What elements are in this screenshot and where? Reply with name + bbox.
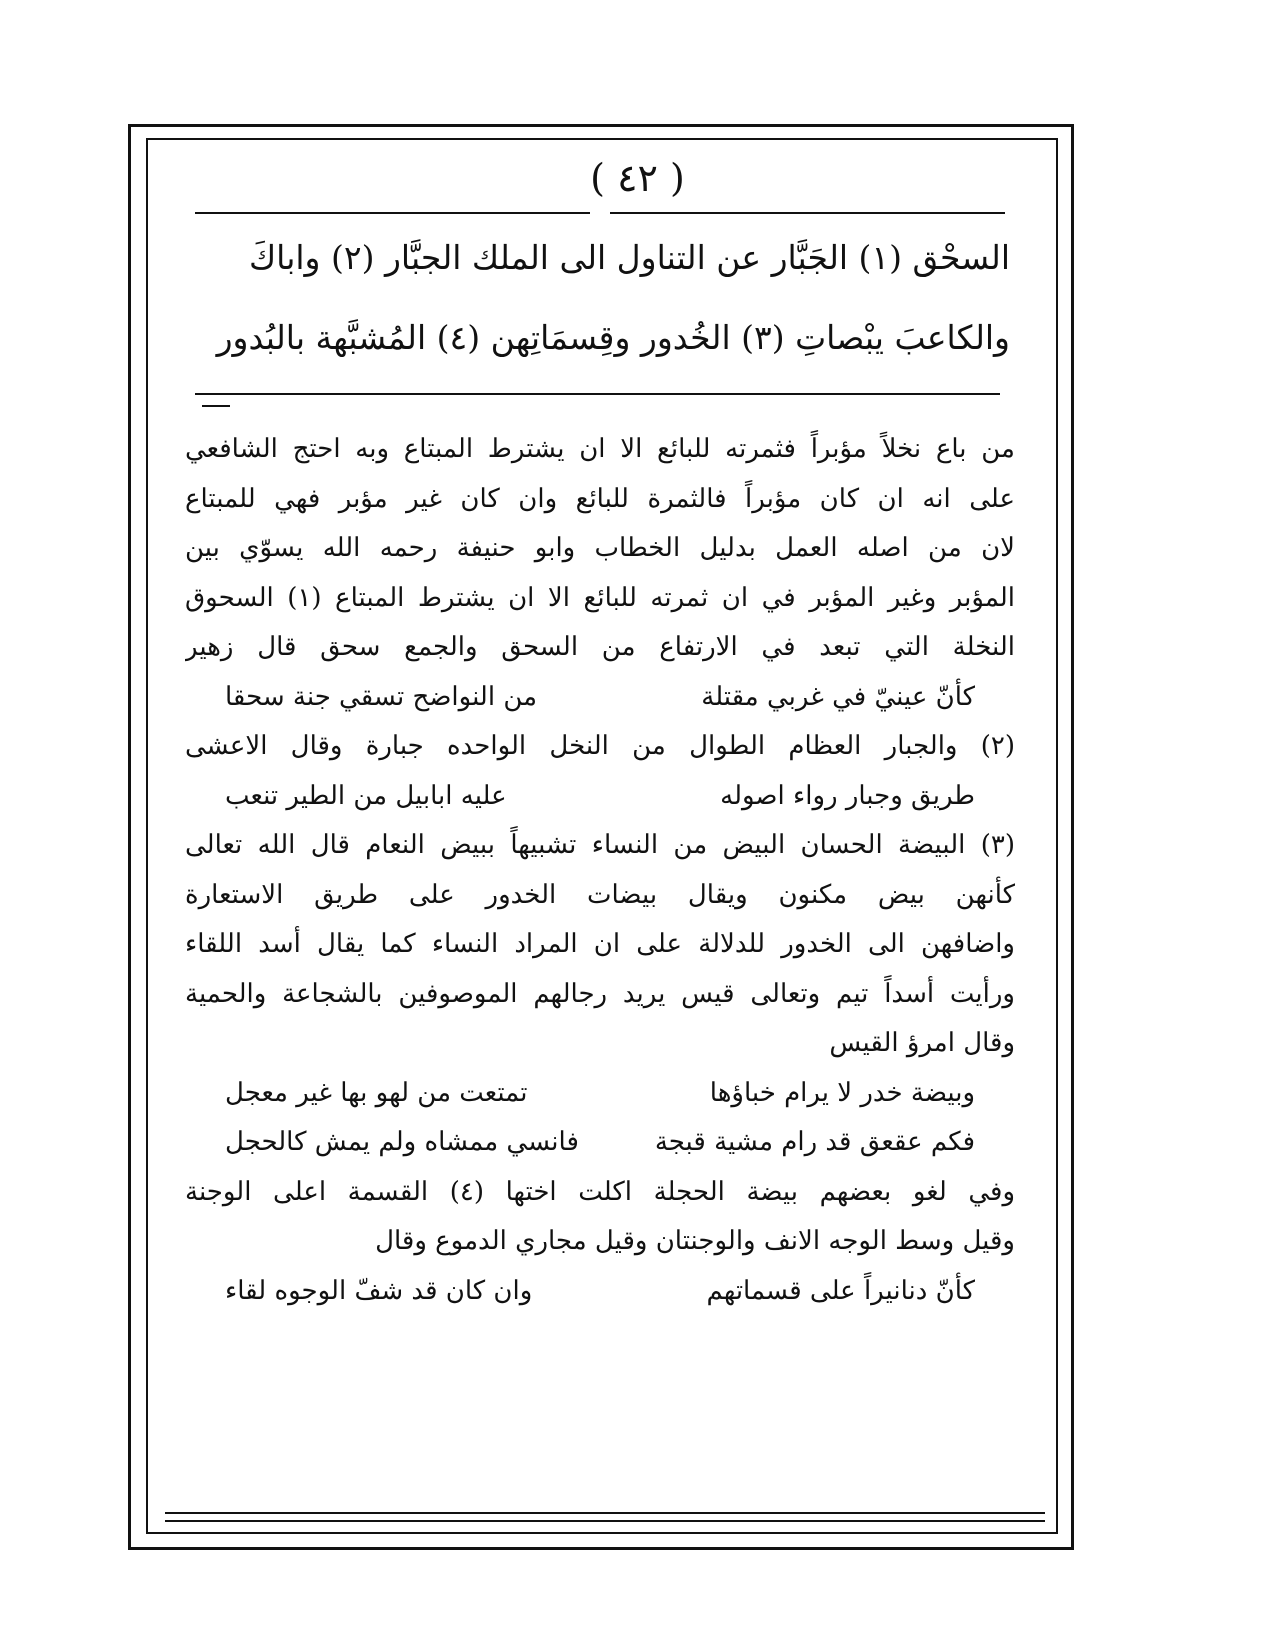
header-rule-right bbox=[610, 212, 1005, 214]
text-line: من باع نخلاً مؤبراً فثمرته للبائع الا ان يشترط المبتاع وبه احتج الشافعي bbox=[185, 434, 1015, 464]
text-line: النخلة التي تبعد في الارتفاع من السحق والجمع سحق قال زهير bbox=[185, 632, 1015, 662]
section-divider bbox=[195, 393, 1000, 395]
verse-hemistich-left: فانسي ممشاه ولم يمش كالحجل bbox=[225, 1127, 579, 1157]
text-line: كأنهن بيض مكنون ويقال بيضات الخدور على طريق الاستعارة bbox=[185, 879, 1015, 910]
header-rule-left bbox=[195, 212, 590, 214]
verse-hemistich-right: كأنّ دنانيراً على قسماتهم bbox=[706, 1275, 975, 1306]
headline-line-2: والكاعبَ يبْصاتِ (٣) الخُدور وقِسمَاتِهن (٤) المُشبَّهة بالبُدور bbox=[216, 318, 1010, 357]
page-number: ( ٤٢ ) bbox=[590, 156, 685, 200]
text-line: وفي لغو بعضهم بيضة الحجلة اكلت اختها (٤) القسمة اعلى الوجنة bbox=[185, 1176, 1015, 1207]
verse-hemistich-left: تمتعت من لهو بها غير معجل bbox=[225, 1077, 528, 1108]
text-line: لان من اصله العمل بدليل الخطاب وابو حنيفة رحمه الله يسوّي بين bbox=[185, 533, 1015, 563]
verse-hemistich-left: عليه ابابيل من الطير تنعب bbox=[225, 780, 507, 811]
text-line: وقيل وسط الوجه الانف والوجنتان وقيل مجاري الدموع وقال bbox=[375, 1226, 1015, 1256]
verse-line bbox=[185, 1267, 1015, 1317]
verse-line bbox=[185, 1069, 1015, 1119]
bottom-rule-1 bbox=[165, 1512, 1045, 1514]
bottom-rule-2 bbox=[165, 1520, 1045, 1522]
text-line: (٣) البيضة الحسان البيض من النساء تشبيهاً ببيض النعام قال الله تعالى bbox=[185, 830, 1015, 860]
text-line: وقال امرؤ القيس bbox=[829, 1028, 1015, 1058]
verse-hemistich-right: وبيضة خدر لا يرام خباؤها bbox=[709, 1077, 975, 1108]
text-line: واضافهن الى الخدور للدلالة على ان المراد النساء كما يقال أسد اللقاء bbox=[185, 929, 1015, 959]
verse-hemistich-left: من النواضح تسقي جنة سحقا bbox=[225, 681, 538, 712]
divider-tick bbox=[202, 405, 230, 407]
verse-hemistich-right: فكم عقعق قد رام مشية قبجة bbox=[654, 1127, 975, 1157]
verse-hemistich-left: وان كان قد شفّ الوجوه لقاء bbox=[225, 1275, 533, 1306]
verse-line bbox=[185, 772, 1015, 822]
text-line: على انه ان كان مؤبراً فالثمرة للبائع وان كان غير مؤبر فهي للمبتاع bbox=[185, 483, 1015, 514]
text-line: ورأيت أسداً تيم وتعالى قيس يريد رجالهم الموصوفين بالشجاعة والحمية bbox=[185, 978, 1015, 1009]
text-line: المؤبر وغير المؤبر في ان ثمرته للبائع الا ان يشترط المبتاع (١) السحوق bbox=[185, 582, 1015, 613]
verse-hemistich-right: كأنّ عينيّ في غربي مقتلة bbox=[701, 681, 975, 712]
commentary-body bbox=[185, 425, 1015, 1316]
verse-line bbox=[185, 673, 1015, 723]
headline-line-1: السحْق (١) الجَبَّار عن التناول الى الملك الجبَّار (٢) واباكَ bbox=[248, 238, 1010, 277]
text-line: (٢) والجبار العظام الطوال من النخل الواحده جبارة وقال الاعشى bbox=[185, 731, 1015, 761]
verse-hemistich-right: طريق وجبار رواء اصوله bbox=[720, 780, 975, 811]
verse-line bbox=[185, 1118, 1015, 1168]
